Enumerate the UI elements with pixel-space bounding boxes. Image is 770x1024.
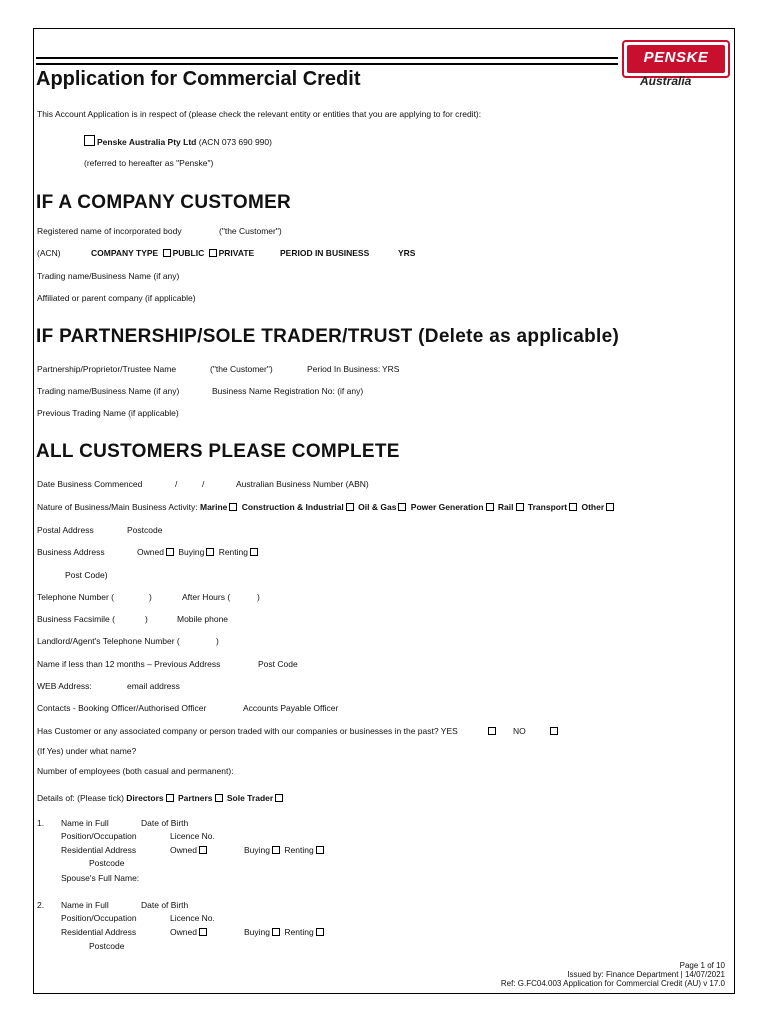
partnership-period-label: Period In Business: [307,364,381,374]
traded-no-checkbox[interactable] [550,727,558,735]
landlord-close: ) [216,636,219,646]
email-address-label: email address [127,681,180,691]
after-hours-label: After Hours ( [182,592,231,602]
person-1-buying-checkbox[interactable] [272,846,280,854]
person-1-owned-label: Owned [170,845,197,855]
landlord-label: Landlord/Agent's Telephone Number ( [37,636,180,646]
person-1-renting-checkbox[interactable] [316,846,324,854]
logo-text: PENSKE [627,45,725,73]
company-heading: IF A COMPANY CUSTOMER [36,192,292,213]
logo-subtitle: Australia [640,74,692,88]
partnership-customer-label: ("the Customer") [210,364,273,374]
person-1-owned [170,845,209,855]
person-1-postcode-label: Postcode [89,858,125,868]
details-of-row [37,793,285,803]
telephone-close: ) [149,592,152,602]
buying-checkbox[interactable] [206,548,214,556]
person-2-renting-label: Renting [284,927,314,937]
facsimile-close: ) [145,614,148,624]
company-type-label: COMPANY TYPE [91,248,159,258]
person-2-renting-checkbox[interactable] [316,928,324,936]
public-checkbox[interactable] [163,249,171,257]
company-type-row [91,248,254,258]
previous-address-label: Name if less than 12 months – Previous Address [37,659,221,669]
intro-line: This Account Application is in respect of (please check the relevant entity or entities that you are applying to for credit): [37,109,482,119]
previous-post-code-label: Post Code [258,659,298,669]
person-1-licence-label: Licence No. [170,831,215,841]
sole-trader-label: Sole Trader [226,793,274,803]
penske-logo [622,40,730,78]
page-title: Application for Commercial Credit [36,68,361,90]
power-checkbox[interactable] [486,503,494,511]
issued-by: Issued by: Finance Department | 14/07/2021 [567,970,725,979]
web-address-label: WEB Address: [37,681,92,691]
traded-question: Has Customer or any associated company or person traded with our companies or businesses in the past? YES [37,726,458,736]
person-1-spouse-label: Spouse's Full Name: [61,873,140,883]
referred-note: (referred to hereafter as "Penske") [84,158,214,168]
entity-row [84,135,272,147]
reg-name-label: Registered name of incorporated body [37,226,182,236]
date-slash-2: / [202,479,205,489]
all-customers-heading: ALL CUSTOMERS PLEASE COMPLETE [36,441,400,462]
mobile-label: Mobile phone [177,614,229,624]
owned-label: Owned [137,547,164,557]
construction-checkbox[interactable] [346,503,354,511]
person-1-renting-label: Renting [284,845,314,855]
date-slash-1: / [175,479,178,489]
person-1-residential-label: Residential Address [61,845,137,855]
person-2-residential-label: Residential Address [61,927,137,937]
private-label: PRIVATE [218,248,255,258]
person-1-dob-label: Date of Birth [141,818,189,828]
renting-checkbox[interactable] [250,548,258,556]
transport-checkbox[interactable] [569,503,577,511]
person-1-name-label: Name in Full [61,818,109,828]
nature-of-business-row [37,502,616,512]
company-trading-label: Trading name/Business Name (if any) [37,271,180,281]
person-2-postcode-label: Postcode [89,941,125,951]
entity-name: Penske Australia Pty Ltd [97,137,197,147]
activity-other: Other [581,502,605,512]
person-2-licence-label: Licence No. [170,913,215,923]
abn-label: Australian Business Number (ABN) [236,479,369,489]
public-label: PUBLIC [172,248,205,258]
traded-no-label: NO [513,726,526,736]
employees-label: Number of employees (both casual and permanent): [37,766,234,776]
directors-label: Directors [126,793,164,803]
date-commenced-label: Date Business Commenced [37,479,143,489]
owned-checkbox[interactable] [166,548,174,556]
accounts-payable-label: Accounts Payable Officer [243,703,339,713]
marine-checkbox[interactable] [229,503,237,511]
activity-transport: Transport [527,502,568,512]
sole-trader-checkbox[interactable] [275,794,283,802]
partners-checkbox[interactable] [215,794,223,802]
post-code-paren: Post Code) [65,570,108,580]
person-1-owned-checkbox[interactable] [199,846,207,854]
entity-acn: (ACN 073 690 990) [198,137,272,147]
person-2-buying-checkbox[interactable] [272,928,280,936]
oil-gas-checkbox[interactable] [398,503,406,511]
document-ref: Ref: G.FC04.003 Application for Commercial Credit (AU) v 17.0 [500,979,725,988]
business-tenure-row [137,547,260,557]
company-yrs-label: YRS [398,248,416,258]
postal-address-label: Postal Address [37,525,94,535]
partners-label: Partners [178,793,213,803]
partnership-yrs-label: YRS [382,364,400,374]
partnership-name-label: Partnership/Proprietor/Trustee Name [37,364,177,374]
after-hours-close: ) [257,592,260,602]
person-2-dob-label: Date of Birth [141,900,189,910]
private-checkbox[interactable] [209,249,217,257]
person-2-buying-label: Buying [244,927,270,937]
person-1-tenure [244,845,326,855]
activity-rail: Rail [497,502,514,512]
previous-trading-label: Previous Trading Name (if applicable) [37,408,179,418]
contacts-label: Contacts - Booking Officer/Authorised Officer [37,703,207,713]
person-1-position-label: Position/Occupation [61,831,137,841]
person-2-owned-checkbox[interactable] [199,928,207,936]
period-in-business-label: PERIOD IN BUSINESS [280,248,370,258]
business-reg-no-label: Business Name Registration No: (if any) [212,386,364,396]
other-checkbox[interactable] [606,503,614,511]
header-rule-top [36,57,618,59]
activity-construction: Construction & Industrial [241,502,344,512]
activity-oil-gas: Oil & Gas [358,502,397,512]
traded-yes-checkbox[interactable] [488,727,496,735]
person-2-owned-label: Owned [170,927,197,937]
person-2-position-label: Position/Occupation [61,913,137,923]
acn-label: (ACN) [37,248,61,258]
facsimile-label: Business Facsimile ( [37,614,115,624]
activity-power: Power Generation [410,502,484,512]
person-1-number: 1. [37,818,45,828]
renting-label: Renting [218,547,248,557]
person-1-buying-label: Buying [244,845,270,855]
if-yes-label: (If Yes) under what name? [37,746,137,756]
business-address-label: Business Address [37,547,105,557]
postal-postcode-label: Postcode [127,525,163,535]
page-number: Page 1 of 10 [679,961,725,970]
partnership-heading: IF PARTNERSHIP/SOLE TRADER/TRUST (Delete as applicable) [36,326,620,347]
telephone-label: Telephone Number ( [37,592,115,602]
person-2-number: 2. [37,900,45,910]
person-2-tenure [244,927,326,937]
partnership-trading-label: Trading name/Business Name (if any) [37,386,180,396]
rail-checkbox[interactable] [516,503,524,511]
directors-checkbox[interactable] [166,794,174,802]
person-2-name-label: Name in Full [61,900,109,910]
entity-checkbox[interactable] [84,135,95,146]
person-2-owned [170,927,209,937]
nature-label: Nature of Business/Main Business Activity: [37,502,198,512]
the-customer-label: ("the Customer") [219,226,282,236]
buying-label: Buying [178,547,205,557]
details-of-label: Details of: (Please tick) [37,793,124,803]
activity-marine: Marine [200,502,228,512]
header-rule-bottom [36,63,618,65]
affiliated-label: Affiliated or parent company (if applicable) [37,293,196,303]
